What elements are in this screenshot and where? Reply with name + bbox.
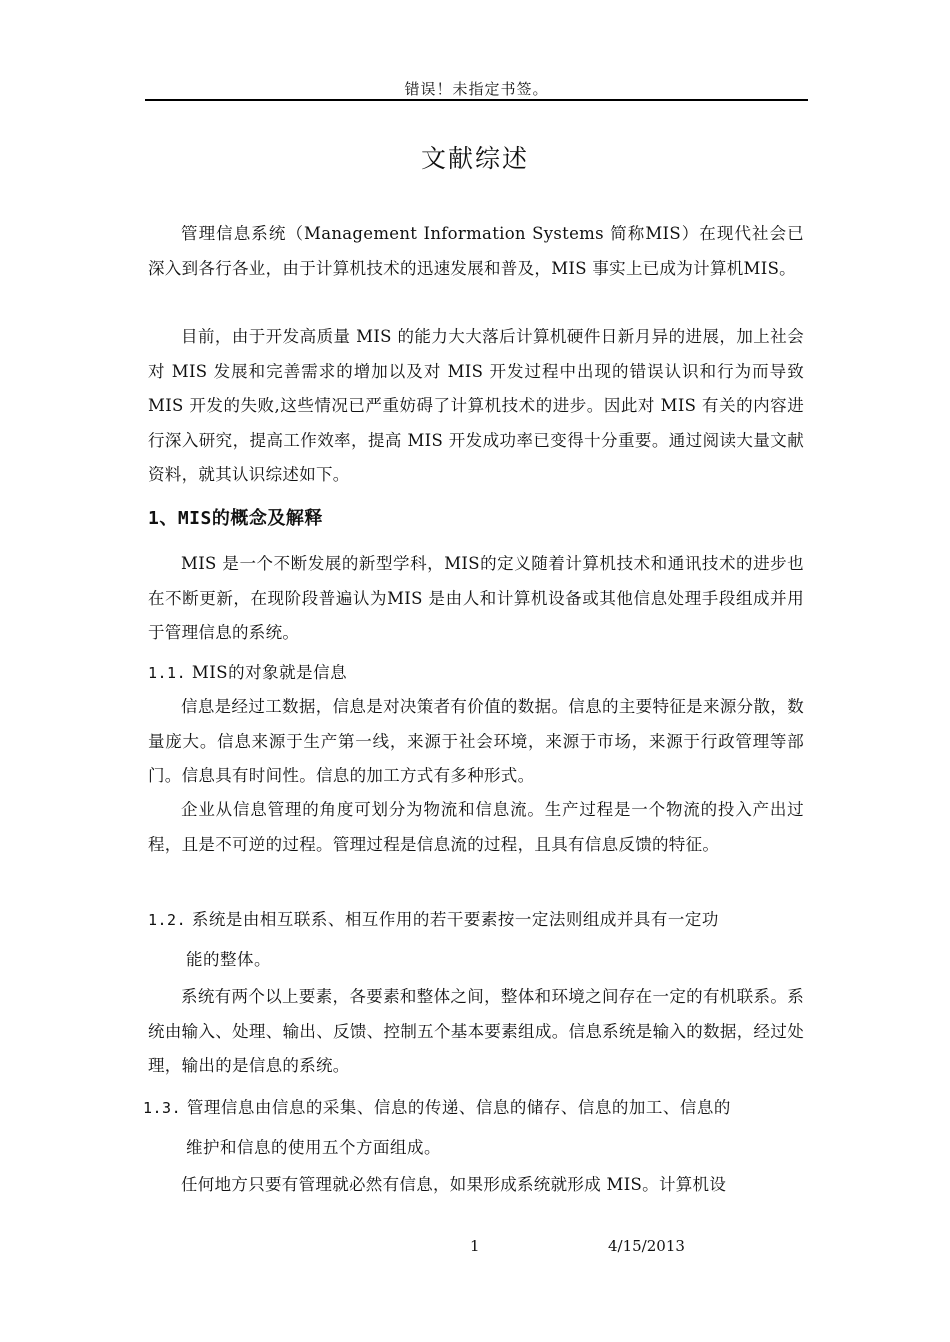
subsection-1-2-title-line2: 能的整体。 <box>186 950 271 969</box>
intro-paragraph-2: 目前，由于开发高质量 MIS 的能力大大落后计算机硬件日新月异的进展，加上社会对 MIS 发展和完善需求的增加以及对 MIS 开发过程中出现的错误认识和行为而导致 MIS 开发的失败,这些情况已严重妨碍了计算机技术的进步。因此对 MIS 有关的内容进行深入研究，提高工作效率，提高 MIS 开发成功率已变得十分重要。通过阅读大量文献资料，就其认识综述如下。 <box>148 327 804 484</box>
footer-date: 4/15/2013 <box>608 1237 685 1255</box>
subsection-1-2-paragraph: 系统有两个以上要素，各要素和整体之间，整体和环境之间存在一定的有机联系。系统由输入、处理、输出、反馈、控制五个基本要素组成。信息系统是输入的数据，经过处理，输出的是信息的系统。 <box>148 987 804 1075</box>
document-title: 文献综述 <box>420 144 529 173</box>
subsection-1-3-paragraph: 任何地方只要有管理就必然有信息，如果形成系统就形成 MIS。计算机设 <box>181 1175 727 1194</box>
subsection-1-3-number: 1.3. <box>143 1099 182 1117</box>
subsection-1-3-title-line1: 管理信息由信息的采集、信息的传递、信息的储存、信息的加工、信息的 <box>186 1098 731 1117</box>
subsection-1-3-title-line2: 维护和信息的使用五个方面组成。 <box>186 1138 441 1157</box>
subsection-1-1-title: MIS的对象就是信息 <box>191 663 348 682</box>
subsection-1-1-heading <box>148 653 808 693</box>
subsection-1-1-paragraph-1: 信息是经过工数据，信息是对决策者有价值的数据。信息的主要特征是来源分散，数量庞大。信息来源于生产第一线，来源于社会环境，来源于市场，来源于行政管理等部门。信息具有时间性。信息的加工方式有多种形式。 <box>148 697 804 785</box>
header-divider <box>145 99 808 101</box>
section-1-heading <box>148 504 323 530</box>
subsection-1-1-paragraph-2: 企业从信息管理的角度可划分为物流和信息流。生产过程是一个物流的投入产出过程，且是不可逆的过程。管理过程是信息流的过程，且具有信息反馈的特征。 <box>148 800 804 854</box>
subsection-1-2-number: 1.2. <box>148 911 187 929</box>
page-header: 错误！未指定书签。 <box>404 80 549 98</box>
section-1-number: 1、MIS <box>148 508 212 529</box>
intro-paragraph-1: 管理信息系统（Management Information Systems 简称MIS）在现代社会已深入到各行各业，由于计算机技术的迅速发展和普及，MIS 事实上已成为计算机MIS。 <box>148 224 804 278</box>
subsection-1-2-heading <box>148 900 808 980</box>
subsection-1-2-title-line1: 系统是由相互联系、相互作用的若干要素按一定法则组成并具有一定功 <box>191 910 719 929</box>
section-1-title: 的概念及解释 <box>211 508 323 529</box>
section-1-paragraph: MIS 是一个不断发展的新型学科，MIS的定义随着计算机技术和通讯技术的进步也在不断更新，在现阶段普遍认为MIS 是由人和计算机设备或其他信息处理手段组成并用于管理信息的系统。 <box>148 554 804 642</box>
subsection-1-1-number: 1.1. <box>148 664 187 682</box>
page-number: 1 <box>470 1237 480 1255</box>
subsection-1-3-heading <box>143 1088 803 1168</box>
